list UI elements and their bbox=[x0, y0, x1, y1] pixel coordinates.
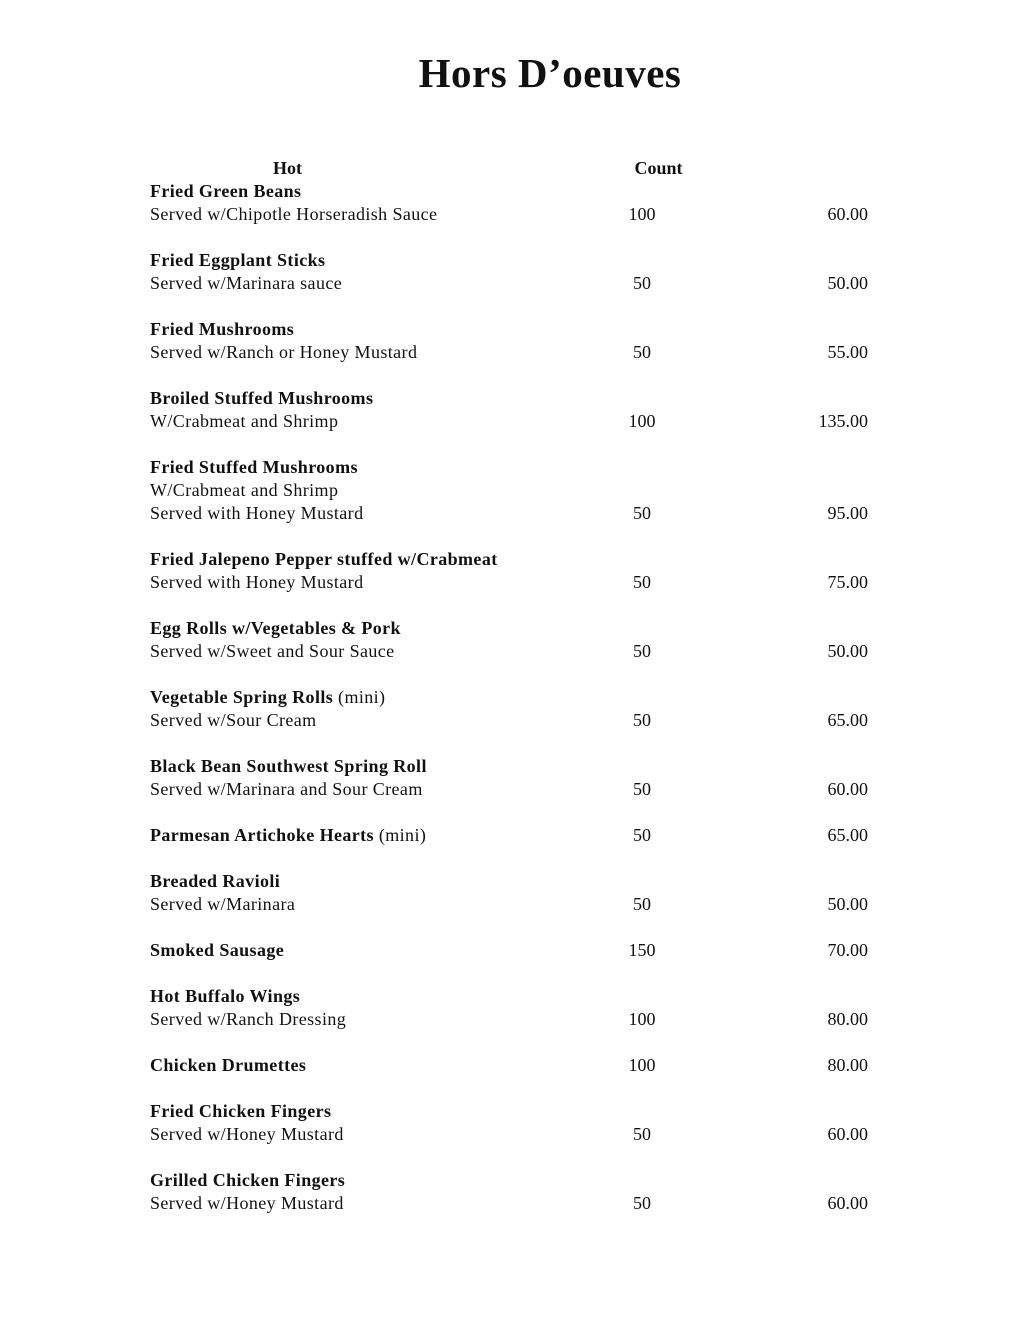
menu-item-name-text: Parmesan Artichoke Hearts bbox=[150, 825, 374, 845]
menu-item-description: Served w/Sweet and Sour Sauce bbox=[150, 641, 395, 661]
menu-item-name-text: Fried Mushrooms bbox=[150, 319, 295, 339]
menu-item-price: 55.00 bbox=[827, 342, 868, 362]
menu-item-name-text: Breaded Ravioli bbox=[150, 871, 281, 891]
menu-item-name bbox=[150, 617, 401, 640]
menu-item-description: Served w/Chipotle Horseradish Sauce bbox=[150, 204, 438, 224]
menu-item-count: 50 bbox=[633, 894, 651, 914]
menu-item-name-text: Broiled Stuffed Mushrooms bbox=[150, 388, 374, 408]
menu-item-description: Served w/Honey Mustard bbox=[150, 1193, 344, 1213]
menu-item-price: 60.00 bbox=[827, 1124, 868, 1144]
menu-item-name bbox=[150, 755, 427, 778]
menu-item-name bbox=[150, 180, 301, 203]
menu-item-name-text: Hot Buffalo Wings bbox=[150, 986, 301, 1006]
page-title: Hors D’oeuves bbox=[418, 50, 682, 96]
menu-item-name-text: Fried Eggplant Sticks bbox=[150, 250, 326, 270]
menu-item-price: 65.00 bbox=[827, 710, 868, 730]
menu-item-name bbox=[150, 318, 294, 341]
menu-item-description: Served w/Ranch or Honey Mustard bbox=[150, 342, 418, 362]
menu-item-count: 100 bbox=[628, 1055, 656, 1075]
menu-item-name bbox=[150, 548, 498, 571]
menu-item-name-text: Grilled Chicken Fingers bbox=[150, 1170, 346, 1190]
menu-item-name bbox=[150, 387, 373, 410]
menu-item-description: W/Crabmeat and Shrimp bbox=[150, 480, 339, 500]
menu-item-description: Served w/Marinara and Sour Cream bbox=[150, 779, 423, 799]
menu-item-price: 70.00 bbox=[827, 940, 868, 960]
menu-item-description: Served w/Honey Mustard bbox=[150, 1124, 344, 1144]
menu-item-name bbox=[150, 985, 300, 1008]
menu-item-price: 80.00 bbox=[827, 1009, 868, 1029]
menu-item-name-text: Chicken Drumettes bbox=[150, 1055, 307, 1075]
menu-item-description: Served with Honey Mustard bbox=[150, 503, 364, 523]
menu-item-price: 75.00 bbox=[827, 572, 868, 592]
menu-item-count: 50 bbox=[633, 710, 651, 730]
menu-item-count: 150 bbox=[628, 940, 656, 960]
menu-item-name bbox=[150, 249, 325, 272]
menu-item-name bbox=[150, 870, 280, 893]
menu-item-price: 65.00 bbox=[827, 825, 868, 845]
menu-item-count: 50 bbox=[633, 273, 651, 293]
menu-item-name-text: Vegetable Spring Rolls bbox=[150, 687, 334, 707]
menu-item-count: 50 bbox=[633, 342, 651, 362]
menu-item-count: 50 bbox=[633, 825, 651, 845]
menu-item-name bbox=[150, 686, 385, 709]
menu-item-count: 50 bbox=[633, 1124, 651, 1144]
column-header-hot: Hot bbox=[273, 158, 302, 178]
menu-item-size-note: (mini) bbox=[373, 825, 427, 845]
menu-item-count: 100 bbox=[628, 1009, 656, 1029]
column-header-count: Count bbox=[634, 158, 683, 178]
menu-item-count: 100 bbox=[628, 204, 656, 224]
menu-item-description: W/Crabmeat and Shrimp bbox=[150, 411, 339, 431]
menu-item-name-text: Fried Jalepeno Pepper stuffed w/Crabmeat bbox=[150, 549, 498, 569]
menu-item-name-text: Fried Stuffed Mushrooms bbox=[150, 457, 358, 477]
menu-item-count: 50 bbox=[633, 641, 651, 661]
menu-item-price: 60.00 bbox=[827, 779, 868, 799]
menu-item-name bbox=[150, 1054, 306, 1077]
menu-item-size-note: (mini) bbox=[333, 687, 386, 707]
menu-item-count: 50 bbox=[633, 1193, 651, 1213]
menu-item-count: 100 bbox=[628, 411, 656, 431]
menu-item-name-text: Fried Chicken Fingers bbox=[150, 1101, 332, 1121]
menu-item-description: Served with Honey Mustard bbox=[150, 572, 364, 592]
menu-item-description: Served w/Sour Cream bbox=[150, 710, 317, 730]
menu-item-name-text: Fried Green Beans bbox=[150, 181, 302, 201]
menu-item-name bbox=[150, 824, 426, 847]
menu-item-name bbox=[150, 1100, 331, 1123]
menu-item-description: Served w/Marinara bbox=[150, 894, 296, 914]
menu-item-price: 135.00 bbox=[818, 411, 868, 431]
menu-item-price: 80.00 bbox=[827, 1055, 868, 1075]
menu-item-price: 50.00 bbox=[827, 641, 868, 661]
menu-item-description: Served w/Ranch Dressing bbox=[150, 1009, 347, 1029]
menu-item-price: 60.00 bbox=[827, 1193, 868, 1213]
menu-item-price: 95.00 bbox=[827, 503, 868, 523]
menu-item-count: 50 bbox=[633, 503, 651, 523]
menu-item-price: 50.00 bbox=[827, 273, 868, 293]
menu-item-name bbox=[150, 456, 358, 479]
menu-item-description: Served w/Marinara sauce bbox=[150, 273, 343, 293]
menu-item-name-text: Smoked Sausage bbox=[150, 940, 285, 960]
menu-item-count: 50 bbox=[633, 779, 651, 799]
menu-item-name bbox=[150, 1169, 345, 1192]
menu-item-name-text: Black Bean Southwest Spring Roll bbox=[150, 756, 427, 776]
menu-item-price: 60.00 bbox=[827, 204, 868, 224]
menu-item-price: 50.00 bbox=[827, 894, 868, 914]
menu-item-count: 50 bbox=[633, 572, 651, 592]
menu-item-name-text: Egg Rolls w/Vegetables & Pork bbox=[150, 618, 401, 638]
menu-item-name bbox=[150, 939, 284, 962]
